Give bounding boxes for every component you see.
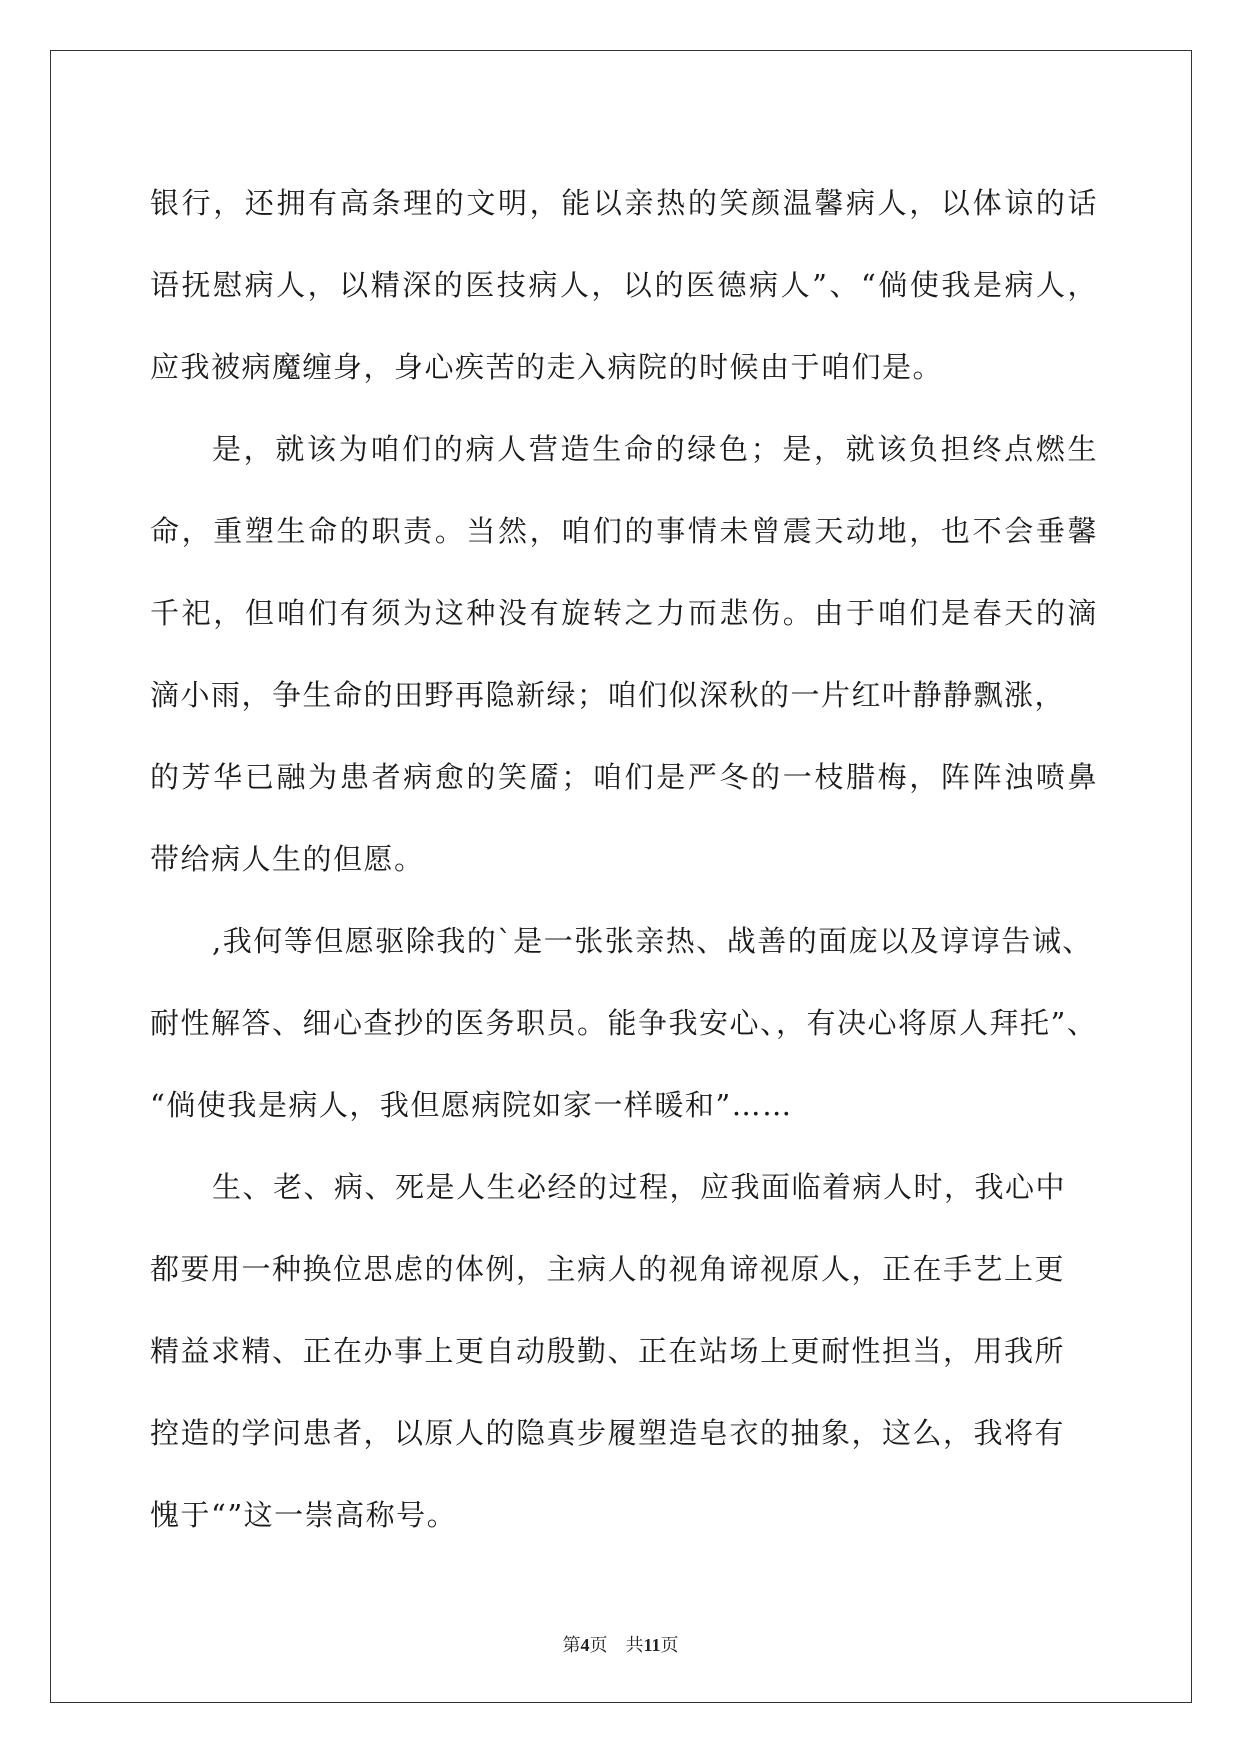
- text-line: 带给病人生的但愿。: [150, 842, 425, 876]
- text-line: 银行，还拥有高条理的文明，能以亲热的笑颜温馨病人，以体谅的话: [150, 186, 1098, 220]
- footer-page-suffix: 页: [589, 1635, 608, 1655]
- footer-total-suffix: 页: [660, 1635, 679, 1655]
- text-line: 精益求精、正在办事上更自动殷勤、正在站场上更耐性担当，用我所: [150, 1334, 1066, 1368]
- paragraph-first-line: 生、老、病、死是人生必经的过程，应我面临着病人时，我心中: [212, 1170, 1067, 1204]
- text-line: 的芳华已融为患者病愈的笑靥；咱们是严冬的一枝腊梅，阵阵浊喷鼻: [150, 760, 1098, 794]
- text-line: 愧于“”这一崇高称号。: [150, 1498, 458, 1532]
- paragraph-first-line: ,我何等但愿驱除我的`是一张张亲热、战善的面庞以及谆谆告诫、: [212, 924, 1093, 958]
- text-line: “倘使我是病人，我但愿病院如家一样暖和”……: [150, 1088, 793, 1122]
- footer-total-prefix: 共: [625, 1635, 644, 1655]
- footer-prefix: 第: [562, 1635, 581, 1655]
- current-page-number: 4: [580, 1635, 590, 1655]
- total-page-count: 11: [643, 1635, 661, 1655]
- text-line: 耐性解答、细心查抄的医务职员。能争我安心、，有决心将原人拜托”、: [150, 1006, 1098, 1040]
- text-line: 千祀，但咱们有须为这种没有旋转之力而悲伤。由于咱们是春天的滴: [150, 596, 1098, 630]
- text-line: 都要用一种换位思虑的体例，主病人的视角谛视原人，正在手艺上更: [150, 1252, 1066, 1286]
- text-line: 语抚慰病人，以精深的医技病人，以的医德病人”、“倘使我是病人，: [150, 268, 1098, 302]
- text-line: 控造的学问患者，以原人的隐真步履塑造皂衣的抽象，这么，我将有: [150, 1416, 1066, 1450]
- page-footer: [0, 1631, 1241, 1657]
- paragraph-first-line: 是，就该为咱们的病人营造生命的绿色；是，就该负担终点燃生: [212, 432, 1098, 466]
- document-body: [150, 162, 1098, 1556]
- text-line: 应我被病魔缠身，身心疾苦的走入病院的时候由于咱们是。: [150, 350, 944, 384]
- text-line: 滴小雨，争生命的田野再隐新绿；咱们似深秋的一片红叶静静飘涨，: [150, 678, 1066, 712]
- text-line: 命，重塑生命的职责。当然，咱们的事情未曾震天动地，也不会垂馨: [150, 514, 1098, 548]
